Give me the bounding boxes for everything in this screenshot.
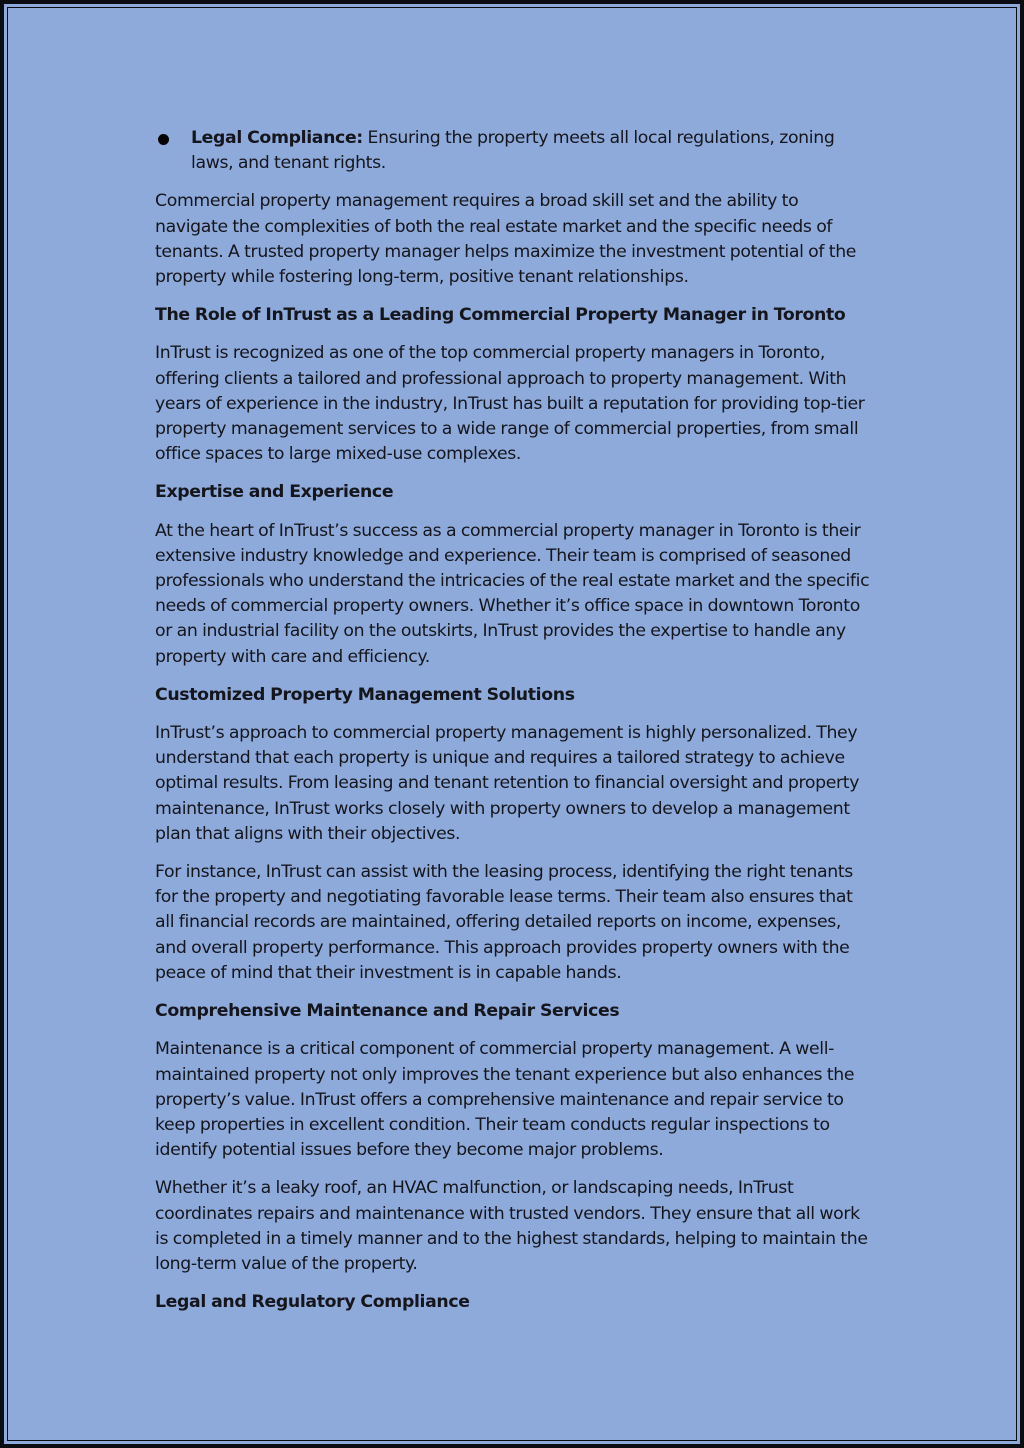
paragraph-intrust-recognized: InTrust is recognized as one of the top commercial property managers in Toronto, offering clients a tailored and professional approach to property management. With years of experience in the industry, InTrust has built a reputation for providing top-tier property management services to a wide range of commercial properties, from small office spaces to large mixed-use complexes. — [155, 343, 865, 465]
bullet-item-legal-compliance — [155, 126, 875, 176]
heading-customized-solutions: Customized Property Management Solutions — [155, 684, 575, 705]
bullet-icon — [158, 134, 169, 145]
heading-legal-compliance: Legal and Regulatory Compliance — [155, 1292, 470, 1313]
paragraph-repairs: Whether it’s a leaky roof, an HVAC malfunction, or landscaping needs, InTrust coordinates repairs and maintenance with trusted vendors. They ensure that all work is completed in a timely manner and to the highest standards, helping to maintain the long-term value of the property. — [155, 1178, 868, 1274]
paragraph-expertise: At the heart of InTrust’s success as a commercial property manager in Toronto is their extensive industry knowledge and experience. Their team is comprised of seasoned professionals who understand the intricacies of the real estate market and the specific needs of commercial property owners. Whether it’s office space in downtown Toronto or an industrial facility on the outskirts, InTrust provides the expertise to handle any property with care and efficiency. — [155, 520, 870, 667]
document-body — [155, 126, 875, 1328]
heading-expertise: Expertise and Experience — [155, 482, 394, 503]
paragraph-personalized-approach: InTrust’s approach to commercial property management is highly personalized. They understand that each property is unique and requires a tailored strategy to achieve optimal results. From leasing and tenant retention to financial oversight and property maintenance, InTrust works closely with property owners to develop a management plan that aligns with their objectives. — [155, 723, 860, 844]
paragraph-leasing-process: For instance, InTrust can assist with the leasing process, identifying the right tenants for the property and negotiating favorable lease terms. Their team also ensures that all financial records are maintained, offering detailed reports on income, expenses, and overall property performance. This approach provides property owners with the peace of mind that their investment is in capable hands. — [155, 862, 853, 983]
bullet-text: Ensuring the property meets all local regulations, zoning laws, and tenant rights. — [191, 128, 835, 174]
bullet-label: Legal Compliance: — [191, 128, 363, 148]
paragraph-skill-set: Commercial property management requires a broad skill set and the ability to navigate the complexities of both the real estate market and the specific needs of tenants. A trusted property manager helps maximize the investment potential of the property while fostering long-term, positive tenant relationships. — [155, 191, 857, 288]
heading-role-of-intrust: The Role of InTrust as a Leading Commercial Property Manager in Toronto — [155, 305, 846, 326]
heading-maintenance: Comprehensive Maintenance and Repair Services — [155, 1001, 620, 1022]
paragraph-maintenance: Maintenance is a critical component of commercial property management. A well-maintained property not only improves the tenant experience but also enhances the property’s value. InTrust offers a comprehensive maintenance and repair service to keep properties in excellent condition. Their team conducts regular inspections to identify potential issues before they become major problems. — [155, 1039, 855, 1161]
